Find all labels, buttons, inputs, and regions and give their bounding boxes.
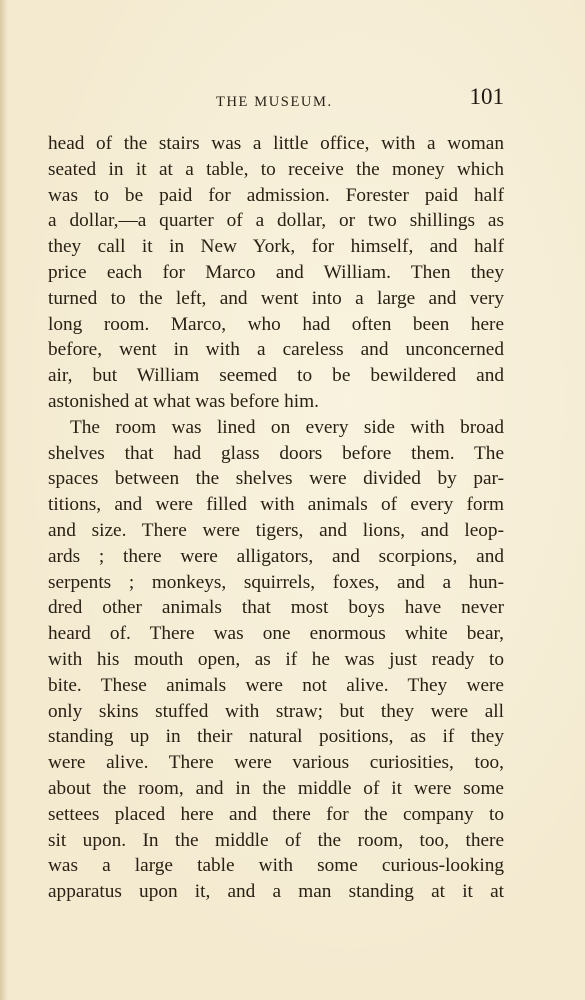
page-number: 101 (469, 84, 504, 109)
text-line: ards ; there were alligators, and scorpions, and (48, 545, 504, 567)
text-line: with his mouth open, as if he was just ready to (48, 648, 504, 670)
text-line: shelves that had glass doors before them. The (48, 442, 504, 464)
text-line: a dollar,—a quarter of a dollar, or two shillings as (48, 210, 504, 232)
text-line: seated in it at a table, to receive the money which (48, 158, 504, 180)
text-line: sit upon. In the middle of the room, too, there (48, 829, 504, 851)
body-text (48, 131, 504, 905)
text-line: about the room, and in the middle of it were some (48, 777, 504, 799)
text-line: were alive. There were various curiosities, too, (48, 752, 504, 774)
text-line: air, but William seemed to be bewildered and (48, 365, 504, 387)
text-line: dred other animals that most boys have never (48, 597, 504, 619)
paragraph-first-line: The room was lined on every side with broad (70, 416, 504, 438)
text-line: long room. Marco, who had often been here (48, 313, 504, 335)
running-header (48, 84, 504, 114)
text-line: they call it in New York, for himself, and half (48, 236, 504, 258)
text-line: was a large table with some curious-looking (48, 855, 504, 877)
text-line: titions, and were filled with animals of every form (48, 494, 504, 516)
text-line: only skins stuffed with straw; but they were all (48, 700, 504, 722)
text-line: was to be paid for admission. Forester paid half (48, 184, 504, 206)
running-title: THE MUSEUM. (216, 94, 333, 110)
page-edge-shadow (0, 0, 8, 1000)
text-line: astonished at what was before him. (48, 390, 319, 412)
text-line: head of the stairs was a little office, with a woman (48, 133, 504, 154)
text-line: turned to the left, and went into a large and very (48, 287, 504, 309)
text-line: heard of. There was one enormous white bear, (48, 623, 504, 645)
text-line: settees placed here and there for the company to (48, 803, 504, 825)
text-line: before, went in with a careless and unconcerned (48, 339, 504, 361)
text-line: standing up in their natural positions, as if they (48, 726, 504, 748)
text-line: spaces between the shelves were divided by par- (48, 468, 504, 490)
text-line: bite. These animals were not alive. They were (48, 674, 504, 696)
text-line: serpents ; monkeys, squirrels, foxes, and a hun- (48, 571, 504, 593)
text-line: apparatus upon it, and a man standing at it at (48, 881, 504, 903)
text-line: price each for Marco and William. Then they (48, 261, 504, 283)
text-line: and size. There were tigers, and lions, and leop- (48, 519, 504, 541)
